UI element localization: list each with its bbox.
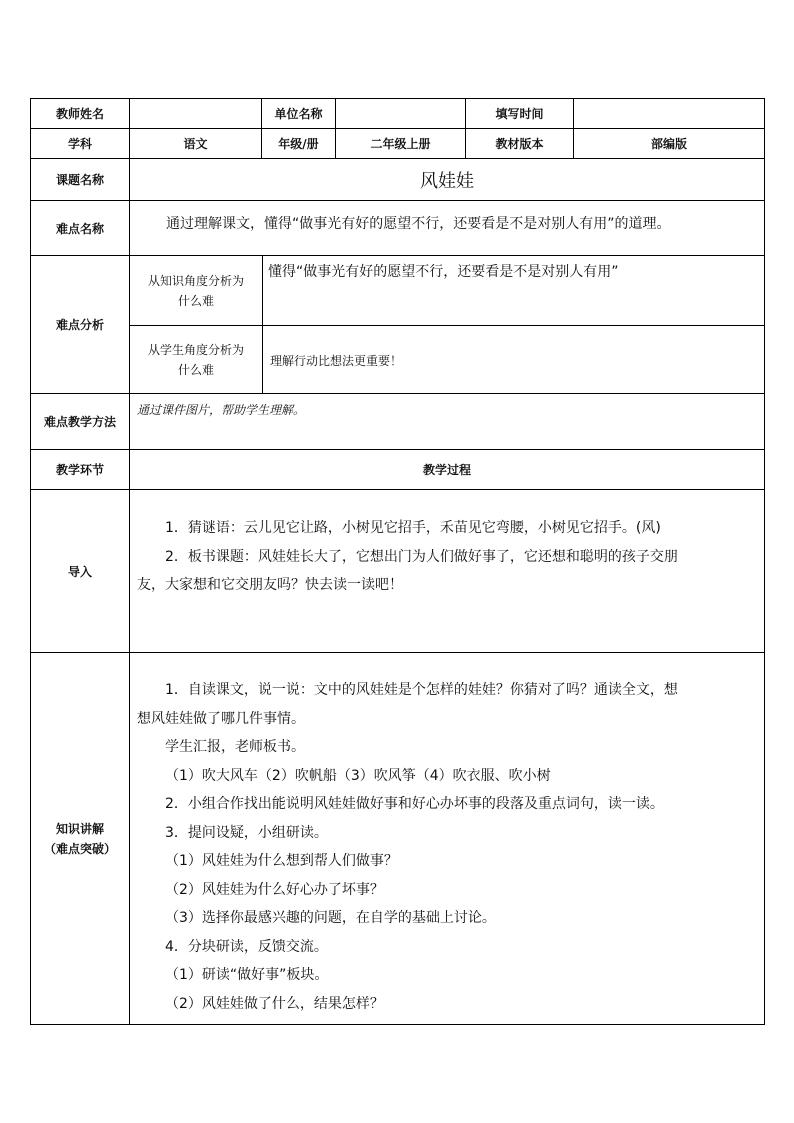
- unit-name-label: 单位名称: [274, 107, 323, 121]
- knowledge-line: （1）风娃娃为什么想到帮人们做事？: [165, 853, 398, 869]
- knowledge-angle-label: [130, 256, 262, 325]
- knowledge-line: （3）选择你最感兴趣的问题，在自学的基础上讨论。: [165, 910, 496, 926]
- unit-name-value[interactable]: [336, 99, 465, 128]
- grade-label: 年级/册: [278, 137, 319, 151]
- intro-content: [137, 514, 762, 600]
- knowledge-angle-value: 懂得“做事光有好的愿望不行，还要看是不是对别人有用”: [268, 264, 619, 280]
- student-angle-value: 理解行动比想法更重要！: [270, 354, 403, 368]
- teacher-name-value[interactable]: [130, 99, 261, 128]
- teaching-stage-header: 教学环节: [55, 463, 104, 477]
- knowledge-line: 想风娃娃做了哪几件事情。: [137, 710, 305, 727]
- difficulty-name-value: 通过理解课文，懂得“做事光有好的愿望不行，还要看是不是对别人有用”的道理。: [166, 216, 671, 232]
- teacher-name-label: 教师姓名: [55, 107, 104, 121]
- knowledge-line: 3．提问设疑，小组研读。: [165, 824, 328, 841]
- fill-time-label: 填写时间: [495, 107, 544, 121]
- knowledge-explanation-label-line1: 知识讲解: [55, 821, 104, 836]
- knowledge-line: （2）风娃娃为什么好心办了坏事？: [165, 881, 384, 898]
- edition-label: 教材版本: [495, 137, 544, 151]
- intro-line-3: 友，大家想和它交朋友吗？快去读一读吧！: [137, 577, 403, 593]
- student-angle-label-line1: 从学生角度分析为: [147, 342, 244, 357]
- teaching-process-header: 教学过程: [422, 463, 471, 477]
- knowledge-explanation-label: [31, 653, 129, 1024]
- knowledge-line: 学生汇报，老师板书。: [165, 739, 305, 755]
- knowledge-line: 4．分块研读，反馈交流。: [165, 938, 328, 955]
- fill-time-value[interactable]: [574, 99, 764, 128]
- knowledge-explanation-label-line2: （难点突破）: [43, 841, 116, 856]
- teaching-method-label: 难点教学方法: [43, 415, 116, 429]
- teaching-method-value: 通过课件图片，帮助学生理解。: [137, 403, 306, 417]
- lesson-title-label: 课题名称: [55, 173, 104, 187]
- lesson-title-value: 风娃娃: [420, 170, 474, 192]
- grade-value: 二年级上册: [370, 137, 431, 151]
- knowledge-line: 1．自读课文，说一说：文中的风娃娃是个怎样的娃娃？你猜对了吗？通读全文，想: [165, 682, 678, 698]
- knowledge-line: （1）研读“做好事”板块。: [165, 967, 329, 983]
- subject-label: 学科: [67, 137, 92, 151]
- knowledge-line: （2）风娃娃做了什么，结果怎样？: [165, 995, 384, 1012]
- knowledge-content: [137, 676, 762, 1018]
- knowledge-line: （1）吹大风车（2）吹帆船（3）吹风筝（4）吹衣服、吹小树: [165, 767, 551, 784]
- subject-value: 语文: [183, 137, 208, 151]
- intro-label: 导入: [67, 564, 92, 579]
- difficulty-analysis-label: 难点分析: [55, 318, 104, 332]
- knowledge-line: 2．小组合作找出能说明风娃娃做好事和好心办坏事的段落及重点词句，读一读。: [165, 796, 664, 812]
- intro-line-2: 2．板书课题：风娃娃长大了，它想出门为人们做好事了，它还想和聪明的孩子交朋: [165, 548, 678, 565]
- knowledge-angle-label-line1: 从知识角度分析为: [147, 273, 244, 288]
- difficulty-name-label: 难点名称: [55, 221, 104, 236]
- edition-value: 部编版: [650, 137, 687, 151]
- knowledge-angle-label-line2: 什么难: [177, 293, 214, 308]
- intro-line-1: 1．猜谜语：云儿见它让路，小树见它招手，禾苗见它弯腰，小树见它招手。(风): [165, 520, 661, 536]
- student-angle-label: [130, 326, 262, 393]
- student-angle-label-line2: 什么难: [177, 362, 214, 377]
